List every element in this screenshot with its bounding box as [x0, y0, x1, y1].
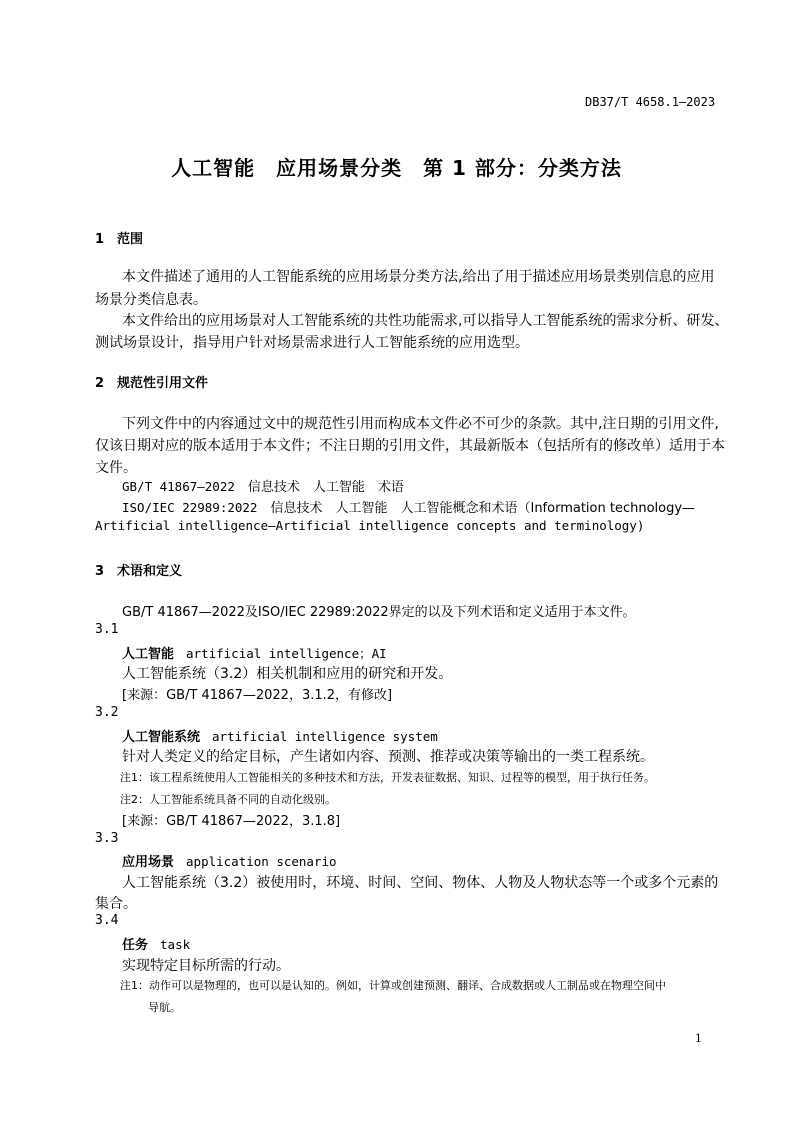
scope-p2-line1: 本文件给出的应用场景对人工智能系统的共性功能需求,可以指导人工智能系统的需求分析、研发、: [122, 313, 729, 329]
term-heading: [122, 934, 190, 954]
section-title: 规范性引用文件: [117, 376, 209, 391]
term-chinese: 应用场景: [122, 855, 175, 870]
term-english: application scenario: [186, 854, 337, 869]
standard-code: DB37/T 4658.1—2023: [585, 95, 716, 109]
term-source: [来源：GB/T 41867—2022，3.1.2，有修改]: [122, 688, 393, 703]
document-title: 人工智能 应用场景分类 第 1 部分：分类方法: [171, 156, 622, 180]
section-heading-terms: [95, 560, 182, 579]
section-number: 3: [95, 564, 105, 579]
reference-code: ISO/IEC 22989:2022: [122, 500, 258, 515]
term-definition: 针对人类定义的给定目标，产生诸如内容、预测、推荐或决策等输出的一类工程系统。: [122, 749, 654, 765]
term-english: task: [160, 937, 191, 952]
term-definition-line2: 集合。: [95, 896, 137, 912]
reference-title: 信息技术 人工智能 人工智能概念和术语（Information technology—: [270, 501, 696, 516]
term-note-line1: 注1：动作可以是物理的，也可以是认知的。例如，计算或创建预测、翻译、合成数据或人工制品或在物理空间中: [120, 979, 666, 992]
term-number: 3.1: [95, 622, 119, 637]
term-chinese: 人工智能系统: [122, 730, 201, 745]
term-definition: 实现特定目标所需的行动。: [122, 958, 290, 974]
term-number: 3.4: [95, 913, 119, 928]
section-number: 2: [95, 376, 105, 391]
term-english: artificial intelligence；AI: [186, 646, 387, 661]
term-definition-line1: 人工智能系统（3.2）被使用时，环境、时间、空间、物体、人物及人物状态等一个或多个元素的: [122, 875, 719, 891]
refs-p1-line3: 文件。: [95, 460, 137, 476]
section-heading-refs: [95, 372, 208, 391]
term-note: 注2：人工智能系统具备不同的自动化级别。: [120, 793, 336, 806]
section-title: 术语和定义: [117, 564, 183, 579]
term-chinese: 人工智能: [122, 647, 175, 662]
reference-item-2: [122, 497, 695, 516]
term-heading: [122, 726, 438, 746]
term-heading: [122, 643, 387, 663]
term-heading: [122, 851, 337, 871]
term-chinese: 任务: [122, 938, 149, 953]
term-number: 3.2: [95, 705, 119, 720]
term-note: 注1：该工程系统使用人工智能相关的多种技术和方法，开发表征数据、知识、过程等的模型，用于执行任务。: [120, 771, 655, 784]
scope-p1-line2: 场景分类信息表。: [95, 292, 207, 308]
reference-code: GB/T 41867—2022: [122, 479, 235, 494]
term-note-line2: 导航。: [148, 1001, 181, 1014]
reference-title: 信息技术 人工智能 术语: [247, 480, 404, 495]
reference-item-2-continued: Artificial intelligence—Artificial intelligence concepts and terminology): [95, 518, 645, 533]
refs-p1-line2: 仅该日期对应的版本适用于本文件；不注日期的引用文件，其最新版本（包括所有的修改单）适用于本: [95, 438, 725, 454]
refs-p1-line1: 下列文件中的内容通过文中的规范性引用而构成本文件必不可少的条款。其中,注日期的引用文件,: [122, 416, 719, 432]
page-number: 1: [695, 1032, 702, 1045]
term-english: artificial intelligence system: [212, 729, 438, 744]
section-title: 范围: [117, 232, 144, 247]
term-number: 3.3: [95, 831, 119, 846]
section-heading-scope: [95, 228, 143, 247]
reference-item-1: [122, 476, 404, 495]
scope-p1-line1: 本文件描述了通用的人工智能系统的应用场景分类方法,给出了用于描述应用场景类别信息的应用: [122, 269, 715, 285]
term-definition: 人工智能系统（3.2）相关机制和应用的研究和开发。: [122, 666, 453, 682]
terms-intro: GB/T 41867—2022及ISO/IEC 22989:2022界定的以及下列术语和定义适用于本文件。: [122, 605, 636, 620]
scope-p2-line2: 测试场景设计，指导用户针对场景需求进行人工智能系统的应用选型。: [95, 335, 529, 351]
term-source: [来源：GB/T 41867—2022，3.1.8]: [122, 814, 341, 829]
section-number: 1: [95, 232, 105, 247]
